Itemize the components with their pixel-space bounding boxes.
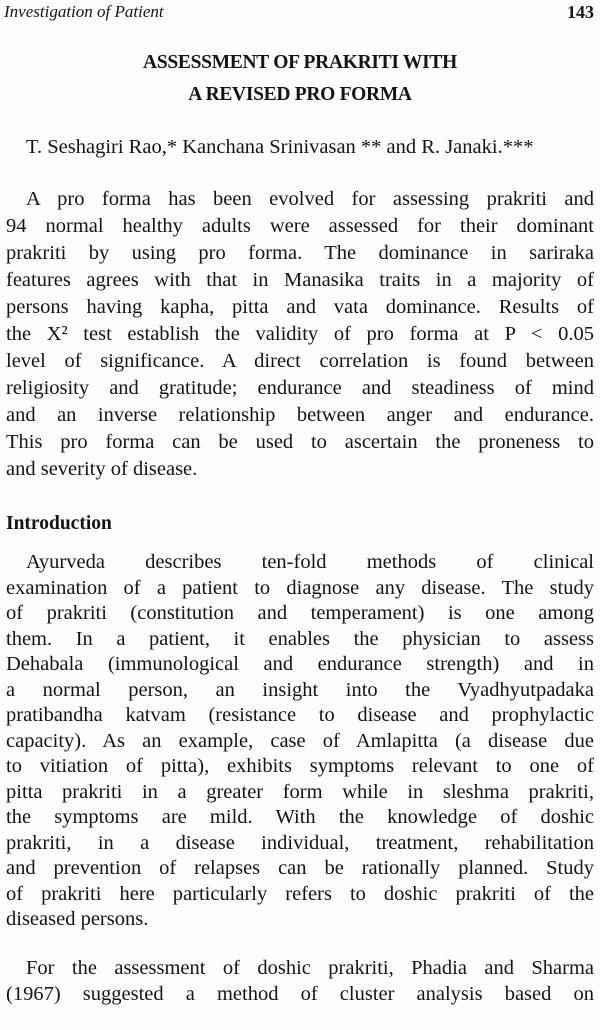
text-line: prakriti, in a disease individual, treatment, rehabilitation xyxy=(6,831,594,854)
text-line: persons having kapha, pitta and vata dominance. Results of xyxy=(6,296,594,318)
text-line: the symptoms are mild. With the knowledge of doshic xyxy=(6,806,594,828)
page-number: 143 xyxy=(567,2,594,22)
text-line: religiosity and gratitude; endurance and steadiness of mind xyxy=(6,377,594,399)
text-line: capacity). As an example, case of Amlapitta (a disease due xyxy=(6,729,594,752)
text-line: A pro forma has been evolved for assessing prakriti and xyxy=(26,188,594,210)
text-line: Dehabala (immunological and endurance strength) and in xyxy=(6,653,594,675)
text-line: of prakriti (constitution and temperament) is one among xyxy=(6,602,594,624)
text-line: features agrees with that in Manasika traits in a majority of xyxy=(6,269,594,291)
second-paragraph xyxy=(6,955,594,1007)
text-line: pratibandha katvam (resistance to disease and prophylactic xyxy=(6,704,594,726)
text-line: (1967) suggested a method of cluster analysis based on xyxy=(6,983,594,1005)
text-line: For the assessment of doshic prakriti, Phadia and Sharma xyxy=(26,957,594,979)
text-line: pitta prakriti in a greater form while in sleshma prakriti, xyxy=(6,780,594,803)
text-line: level of significance. A direct correlation is found between xyxy=(6,350,594,372)
text-line: of prakriti here particularly refers to doshic prakriti of the xyxy=(6,882,594,905)
text-line: to vitiation of pitta), exhibits symptoms relevant to one of xyxy=(6,755,594,777)
text-line: This pro forma can be used to ascertain the proneness to xyxy=(6,431,594,453)
text-line: 94 normal healthy adults were assessed for their dominant xyxy=(6,215,594,237)
text-line: examination of a patient to diagnose any disease. The study xyxy=(6,576,594,599)
text-line: them. In a patient, it enables the physician to assess xyxy=(6,627,594,650)
text-line: diseased persons. xyxy=(6,908,149,930)
introduction-paragraph xyxy=(6,550,594,933)
text-line: and an inverse relationship between anger and endurance. xyxy=(6,404,594,426)
text-line: and prevention of relapses can be rationally planned. Study xyxy=(6,857,594,879)
abstract xyxy=(6,186,594,483)
article-title-line-2: A REVISED PRO FORMA xyxy=(188,84,412,105)
text-line: a normal person, an insight into the Vyadhyutpadaka xyxy=(6,678,594,701)
running-title: Investigation of Patient xyxy=(4,2,164,21)
text-line: and severity of disease. xyxy=(6,458,198,480)
text-line: the X² test establish the validity of pro forma at P < 0.05 xyxy=(6,323,594,345)
text-line: Ayurveda describes ten-fold methods of clinical xyxy=(26,551,594,573)
article-title-line-1: ASSESSMENT OF PRAKRITI WITH xyxy=(143,52,457,73)
section-heading: Introduction xyxy=(6,513,112,534)
authors: T. Seshagiri Rao,* Kanchana Srinivasan ** and R. Janaki.*** xyxy=(26,136,534,158)
text-line: prakriti by using pro forma. The dominance in sariraka xyxy=(6,242,594,264)
